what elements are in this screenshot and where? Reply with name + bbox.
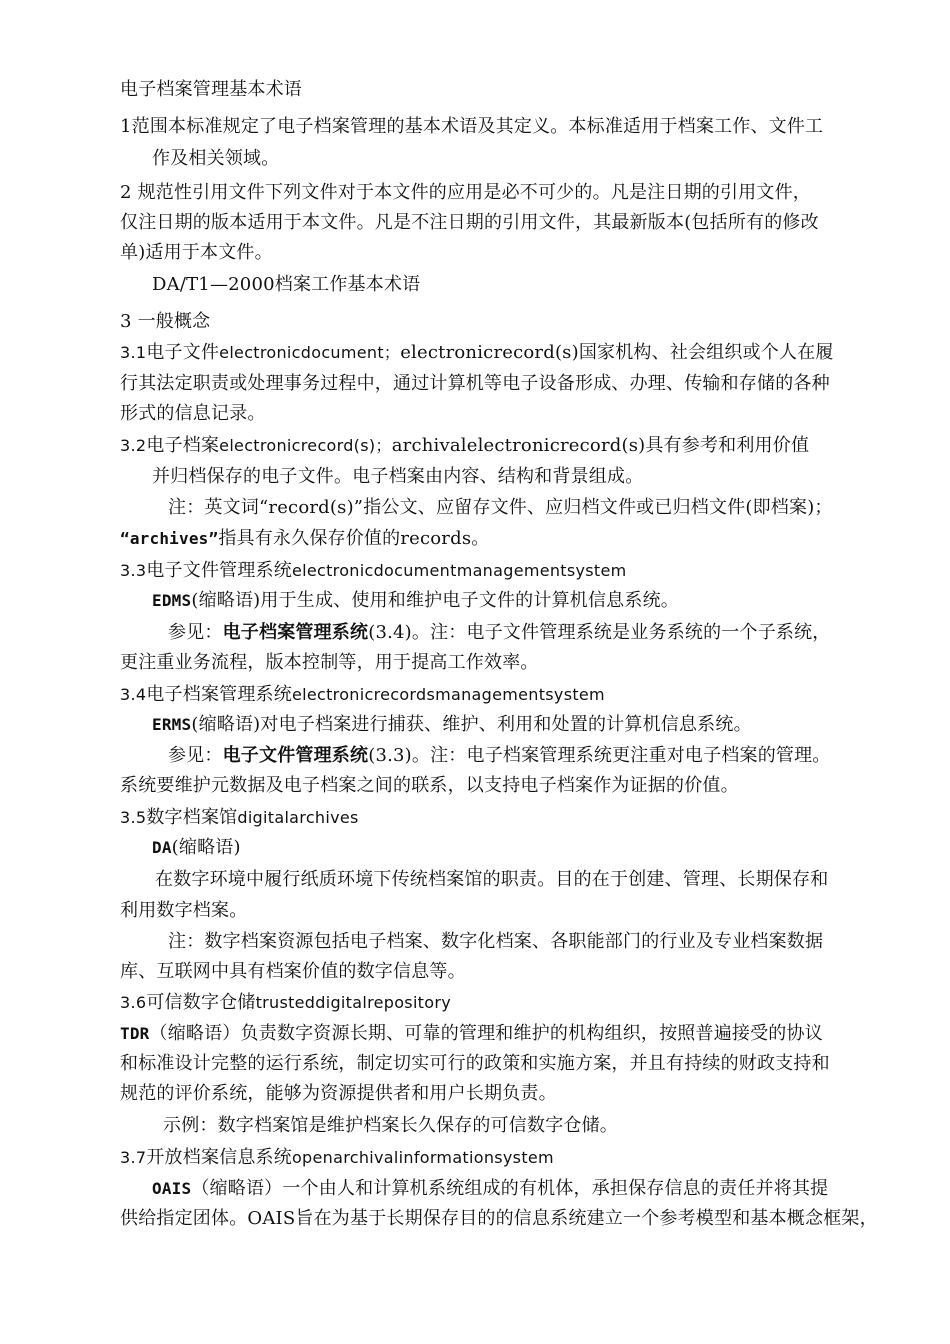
term-3-4-see-also [168, 745, 831, 769]
term-3-5-definition-line-1: 在数字环境中履行纸质环境下传统档案馆的职责。目的在于创建、管理、长期保存和 [155, 869, 829, 890]
term-3-4-note-line-2: 系统要维护元数据及电子档案之间的联系，以支持电子档案作为证据的价值。 [120, 775, 739, 796]
term-name: 数字档案馆 [146, 807, 238, 828]
term-name: 开放档案信息系统 [146, 1147, 292, 1168]
see-also-rest: (3.3)。注：电子档案管理系统更注重对电子档案的管理。 [368, 745, 831, 766]
term-3-2-note-line-2 [120, 528, 489, 552]
scope-line-2: 作及相关领域。 [152, 148, 280, 169]
normative-ref-item: DA/T1—2000档案工作基本术语 [152, 274, 421, 295]
term-3-5-note-line-1: 注：数字档案资源包括电子档案、数字化档案、各职能部门的行业及专业档案数据 [168, 931, 824, 952]
term-3-6-example: 示例：数字档案馆是维护档案长久保存的可信数字仓储。 [163, 1115, 618, 1136]
term-number: 3.3 [120, 561, 147, 580]
term-number: 3.4 [120, 685, 147, 704]
document-title: 电子档案管理基本术语 [120, 79, 302, 100]
term-abbreviation: DA [152, 838, 172, 857]
scope-line-1: 1范围本标准规定了电子档案管理的基本术语及其定义。本标准适用于档案工作、文件工 [120, 116, 824, 137]
term-3-3-definition [152, 590, 679, 614]
term-3-4-definition [152, 714, 752, 738]
term-3-2-note-line-1: 注：英文词“record(s)”指公文、应留存文件、应归档文件或已归档文件(即档案)； [168, 497, 833, 518]
term-3-1-line-1 [120, 342, 834, 366]
term-abbreviation: TDR [120, 1024, 150, 1043]
term-name: 电子文件 [146, 342, 220, 363]
term-3-7-line-1 [120, 1147, 554, 1171]
term-number: 3.5 [120, 808, 147, 827]
term-3-6-definition-line-3: 规范的评价系统，能够为资源提供者和用户长期负责。 [120, 1083, 557, 1104]
normative-ref-line-2: 仅注日期的版本适用于本文件。凡是不注日期的引用文件，其最新版本(包括所有的修改 [120, 212, 819, 233]
archives-word: “archives” [120, 529, 219, 548]
term-name: 电子文件管理系统 [146, 560, 292, 581]
term-3-3-line-1 [120, 560, 627, 584]
term-name: 电子档案 [146, 435, 220, 456]
term-3-5-note-line-2: 库、互联网中具有档案价值的数字信息等。 [120, 961, 466, 982]
term-number: 3.1 [120, 343, 147, 362]
term-number: 3.2 [120, 436, 147, 455]
section-3-heading: 3 一般概念 [120, 311, 211, 332]
term-english: electronicrecordsmanagementsystem [291, 685, 605, 704]
term-abbreviation: OAIS [152, 1179, 192, 1198]
term-3-1-line-2: 行其法定职责或处理事务过程中，通过计算机等电子设备形成、办理、传输和存储的各种 [120, 373, 830, 394]
term-number: 3.7 [120, 1148, 147, 1167]
term-3-2-line-1 [120, 435, 809, 459]
normative-ref-line-3: 单)适用于本文件。 [120, 242, 273, 263]
term-english: openarchivalinformationsystem [291, 1148, 554, 1167]
term-name: 可信数字仓储 [146, 992, 256, 1013]
term-number: 3.6 [120, 993, 147, 1012]
term-3-2-line-2: 并归档保存的电子文件。电子档案由内容、结构和背景组成。 [152, 466, 644, 487]
term-3-6-line-1 [120, 992, 451, 1016]
term-name: 电子档案管理系统 [146, 684, 292, 705]
definition-text: （缩略语）一个由人和计算机系统组成的有机体，承担保存信息的责任并将其提 [191, 1178, 829, 1199]
term-3-7-definition-line-2: 供给指定团体。OAIS旨在为基于长期保存目的的信息系统建立一个参考模型和基本概念框架， [120, 1208, 878, 1229]
term-3-3-see-also [168, 622, 831, 646]
term-definition-start: electronicrecord(s)国家机构、社会组织或个人在履 [400, 342, 834, 363]
term-english: trusteddigitalrepository [255, 993, 451, 1012]
term-3-5-definition-line-2: 利用数字档案。 [120, 900, 248, 921]
term-3-6-definition-line-2: 和标准设计完整的运行系统，制定切实可行的政策和实施方案，并且有持续的财政支持和 [120, 1053, 830, 1074]
term-3-5-abbreviation [152, 837, 241, 861]
see-also-term: 电子档案管理系统 [222, 622, 369, 643]
normative-ref-line-1: 2 规范性引用文件下列文件对于本文件的应用是必不可少的。凡是注日期的引用文件， [120, 182, 811, 203]
term-3-6-definition-line-1 [120, 1023, 823, 1047]
term-3-7-definition-line-1 [152, 1178, 828, 1202]
term-english: digitalarchives [237, 808, 359, 827]
term-english: electronicdocumentmanagementsystem [291, 561, 627, 580]
term-3-4-line-1 [120, 684, 605, 708]
abbreviation-label: (缩略语) [171, 837, 241, 858]
see-also-label: 参见： [168, 745, 223, 766]
see-also-rest: (3.4)。注：电子文件管理系统是业务系统的一个子系统， [368, 622, 831, 643]
term-3-5-line-1 [120, 807, 359, 831]
term-abbreviation: ERMS [152, 715, 192, 734]
definition-text: (缩略语)对电子档案进行捕获、维护、利用和处置的计算机信息系统。 [191, 714, 752, 735]
term-english: electronicrecord(s)； [219, 436, 392, 455]
note-rest: 指具有永久保存价值的records。 [218, 528, 490, 549]
term-abbreviation: EDMS [152, 591, 192, 610]
term-english: electronicdocument； [219, 343, 401, 362]
definition-text: (缩略语)用于生成、使用和维护电子文件的计算机信息系统。 [191, 590, 679, 611]
term-3-1-line-3: 形式的信息记录。 [120, 403, 266, 424]
see-also-term: 电子文件管理系统 [222, 745, 369, 766]
definition-text: （缩略语）负责数字资源长期、可靠的管理和维护的机构组织，按照普遍接受的协议 [149, 1023, 823, 1044]
term-definition-start: archivalelectronicrecord(s)具有参考和利用价值 [391, 435, 810, 456]
term-3-3-note-line-2: 更注重业务流程，版本控制等，用于提高工作效率。 [120, 652, 539, 673]
see-also-label: 参见： [168, 622, 223, 643]
